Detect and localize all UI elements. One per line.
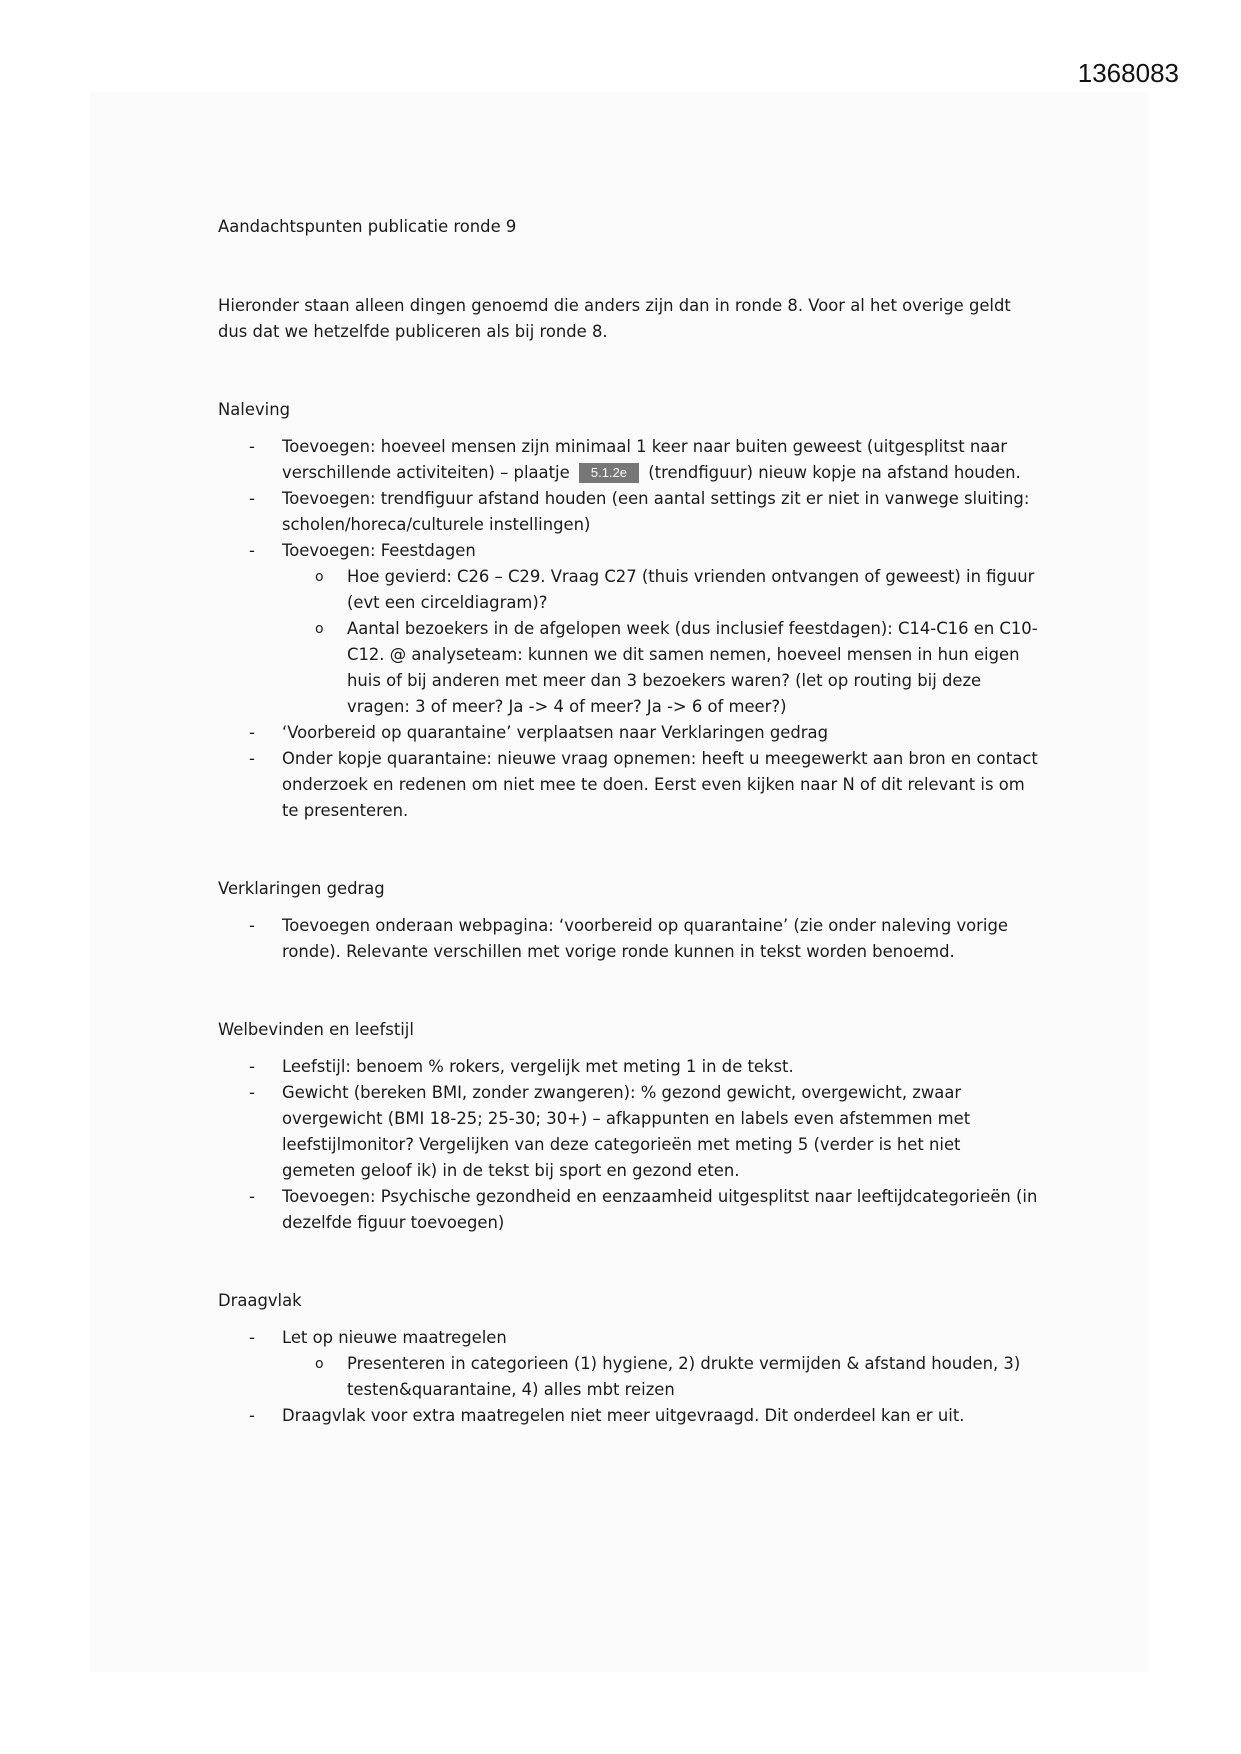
list-item-text: Toevoegen: Psychische gezondheid en eenzaamheid uitgesplitst naar leeftijdcategorieën (in dezelfde figuur toevoegen) [282,1187,1038,1232]
list-item [218,1080,1038,1184]
list-item [218,1184,1038,1236]
sub-list-item-text: Presenteren in categorieen (1) hygiene, 2) drukte vermijden & afstand houden, 3) testen&quarantaine, 4) alles mbt reizen [347,1354,1021,1399]
section-heading-naleving: Naleving [218,400,290,419]
intro-paragraph: Hieronder staan alleen dingen genoemd die anders zijn dan in ronde 8. Voor al het overige geldt dus dat we hetzelfde publiceren als bij ronde 8. [218,296,1011,341]
dash-bullet: - [249,1406,255,1425]
sub-list-item-text: Aantal bezoekers in de afgelopen week (dus inclusief feestdagen): C14-C16 en C10-C12. @ analyseteam: kunnen we dit samen nemen, hoeveel mensen in hun eigen huis of bij anderen met meer dan 3 bezoekers waren? (let op routing bij deze vragen: 3 of meer? Ja -> 4 of meer? Ja -> 6 of meer?) [347,619,1038,716]
section-heading-verklaringen: Verklaringen gedrag [218,879,385,898]
circle-bullet: o [315,1356,324,1372]
circle-bullet: o [315,621,324,637]
list-item [218,538,1038,564]
dash-bullet: - [249,1187,255,1206]
sub-list-item [218,564,1038,616]
list-item-text: Gewicht (bereken BMI, zonder zwangeren): % gezond gewicht, overgewicht, zwaar overgewicht (BMI 18-25; 25-30; 30+) – afkappunten en labels even afstemmen met leefstijlmonitor? Vergelijken van deze categorieën met meting 5 (verder is het niet gemeten geloof ik) in de tekst bij sport en gezond eten. [282,1083,971,1180]
section-heading-welbevinden: Welbevinden en leefstijl [218,1020,414,1039]
list-item [218,434,1038,486]
list-item [218,746,1038,824]
document-number: 1368083 [1077,58,1179,88]
dash-bullet: - [249,916,255,935]
section-heading-draagvlak: Draagvlak [218,1291,302,1310]
dash-bullet: - [249,749,255,768]
dash-bullet: - [249,437,255,456]
dash-bullet: - [249,723,255,742]
document-body [218,214,1038,1429]
list-item-text: Let op nieuwe maatregelen [282,1328,507,1347]
list-item [218,486,1038,538]
dash-bullet: - [249,541,255,560]
sub-list-item [218,1351,1038,1403]
list-item [218,1054,1038,1080]
document-title: Aandachtspunten publicatie ronde 9 [218,217,517,236]
dash-bullet: - [249,1057,255,1076]
list-item [218,1325,1038,1351]
dash-bullet: - [249,1328,255,1347]
sub-list-item-text: Hoe gevierd: C26 – C29. Vraag C27 (thuis vrienden ontvangen of geweest) in figuur (evt een circeldiagram)? [347,567,1035,612]
list-item-text: Draagvlak voor extra maatregelen niet meer uitgevraagd. Dit onderdeel kan er uit. [282,1406,965,1425]
circle-bullet: o [315,569,324,585]
redaction-box: 5.1.2e [579,463,639,483]
dash-bullet: - [249,489,255,508]
list-item-text: Toevoegen onderaan webpagina: ‘voorbereid op quarantaine’ (zie onder naleving vorige ronde). Relevante verschillen met vorige ronde kunnen in tekst worden benoemd. [282,916,1008,961]
list-item-text: ‘Voorbereid op quarantaine’ verplaatsen naar Verklaringen gedrag [282,723,828,742]
list-item-text: Toevoegen: Feestdagen [282,541,476,560]
list-item-text: Toevoegen: trendfiguur afstand houden (een aantal settings zit er niet in vanwege sluiting: scholen/horeca/culturele instellingen) [282,489,1030,534]
list-item-text: Onder kopje quarantaine: nieuwe vraag opnemen: heeft u meegewerkt aan bron en contact onderzoek en redenen om niet mee te doen. Eerst even kijken naar N of dit relevant is om te presenteren. [282,749,1038,820]
list-item [218,913,1038,965]
sub-list-item [218,616,1038,720]
dash-bullet: - [249,1083,255,1102]
list-item-text: Leefstijl: benoem % rokers, vergelijk met meting 1 in de tekst. [282,1057,794,1076]
list-item-text: (trendfiguur) nieuw kopje na afstand houden. [648,463,1021,482]
list-item [218,720,1038,746]
list-item [218,1403,1038,1429]
list-item-text: Toevoegen: hoeveel mensen zijn minimaal 1 keer naar buiten geweest (uitgesplitst naar verschillende activiteiten) – plaatje [282,437,1008,482]
